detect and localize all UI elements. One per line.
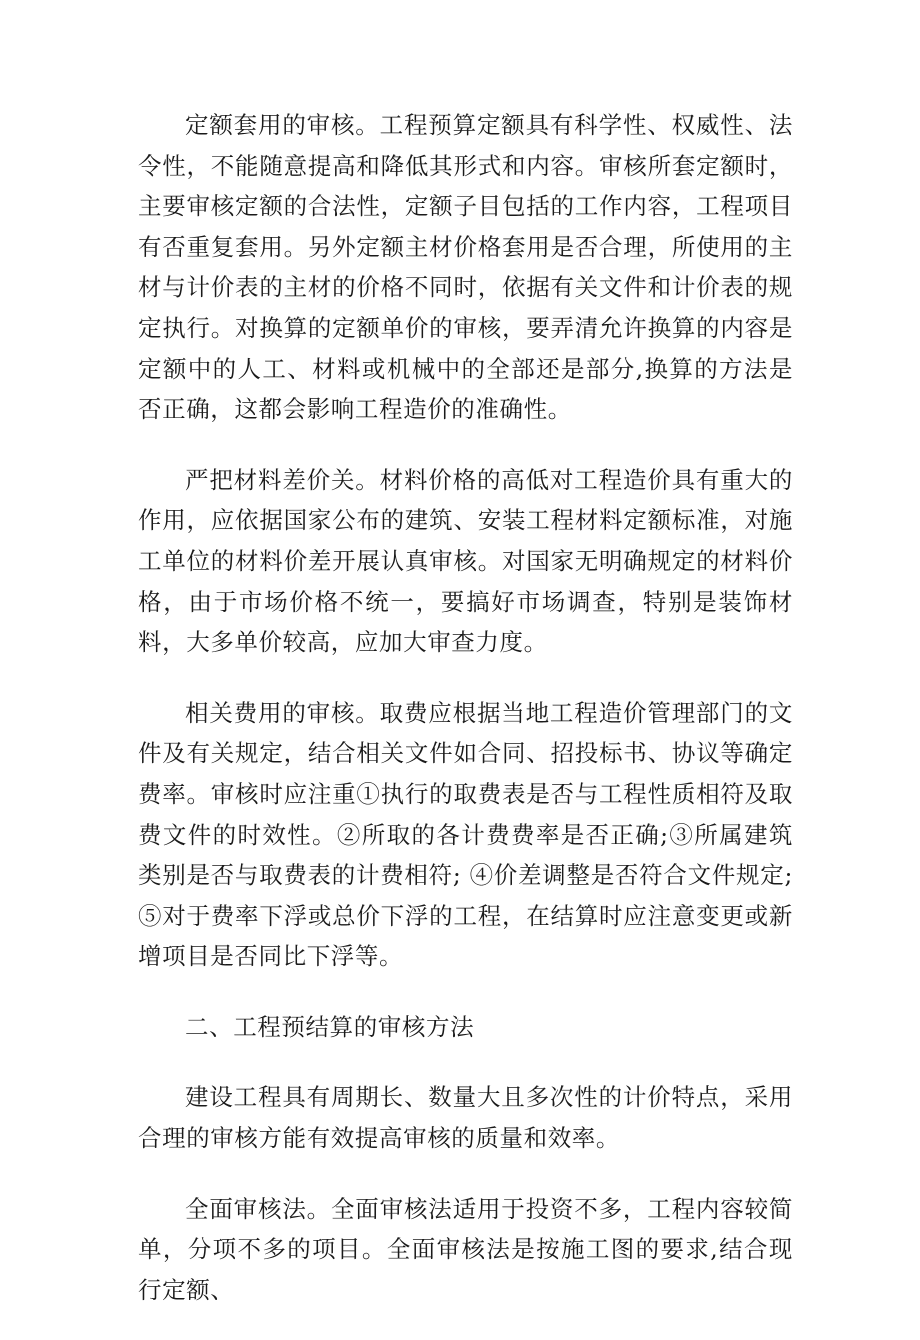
- paragraph-material-price: 严把材料差价关。材料价格的高低对工程造价具有重大的作用，应依据国家公布的建筑、安装工程材料定额标准，对施工单位的材料价差开展认真审核。对国家无明确规定的材料价格，由于市场价格不统一，要搞好市场调查，特别是装饰材料，大多单价较高，应加大审查力度。: [138, 465, 793, 657]
- paragraph-quota-review: 定额套用的审核。工程预算定额具有科学性、权威性、法令性，不能随意提高和降低其形式和内容。审核所套定额时，主要审核定额的合法性，定额子目包括的工作内容，工程项目有否重复套用。另外定额主材价格套用是否合理，所使用的主材与计价表的主材的价格不同时，依据有关文件和计价表的规定执行。对换算的定额单价的审核，要弄清允许换算的内容是定额中的人工、材料或机械中的全部还是部分,换算的方法是否正确，这都会影响工程造价的准确性。: [138, 111, 793, 424]
- paragraph-related-fees: 相关费用的审核。取费应根据当地工程造价管理部门的文件及有关规定，结合相关文件如合同、招投标书、协议等确定费率。审核时应注重①执行的取费表是否与工程性质相符及取费文件的时效性。②所取的各计费费率是否正确;③所属建筑类别是否与取费表的计费相符; ④价差调整是否符合文件规定;⑤对于费率下浮或总价下浮的工程，在结算时应注意变更或新增项目是否同比下浮等。: [138, 698, 793, 971]
- section-heading: 二、工程预结算的审核方法: [185, 1012, 475, 1041]
- document-page: [138, 105, 793, 1340]
- paragraph-full-review: 全面审核法。全面审核法适用于投资不多，工程内容较简单，分项不多的项目。全面审核法是按施工图的要求,结合现行定额、: [138, 1194, 793, 1304]
- paragraph-intro-methods: 建设工程具有周期长、数量大且多次性的计价特点，采用合理的审核方能有效提高审核的质量和效率。: [138, 1083, 793, 1153]
